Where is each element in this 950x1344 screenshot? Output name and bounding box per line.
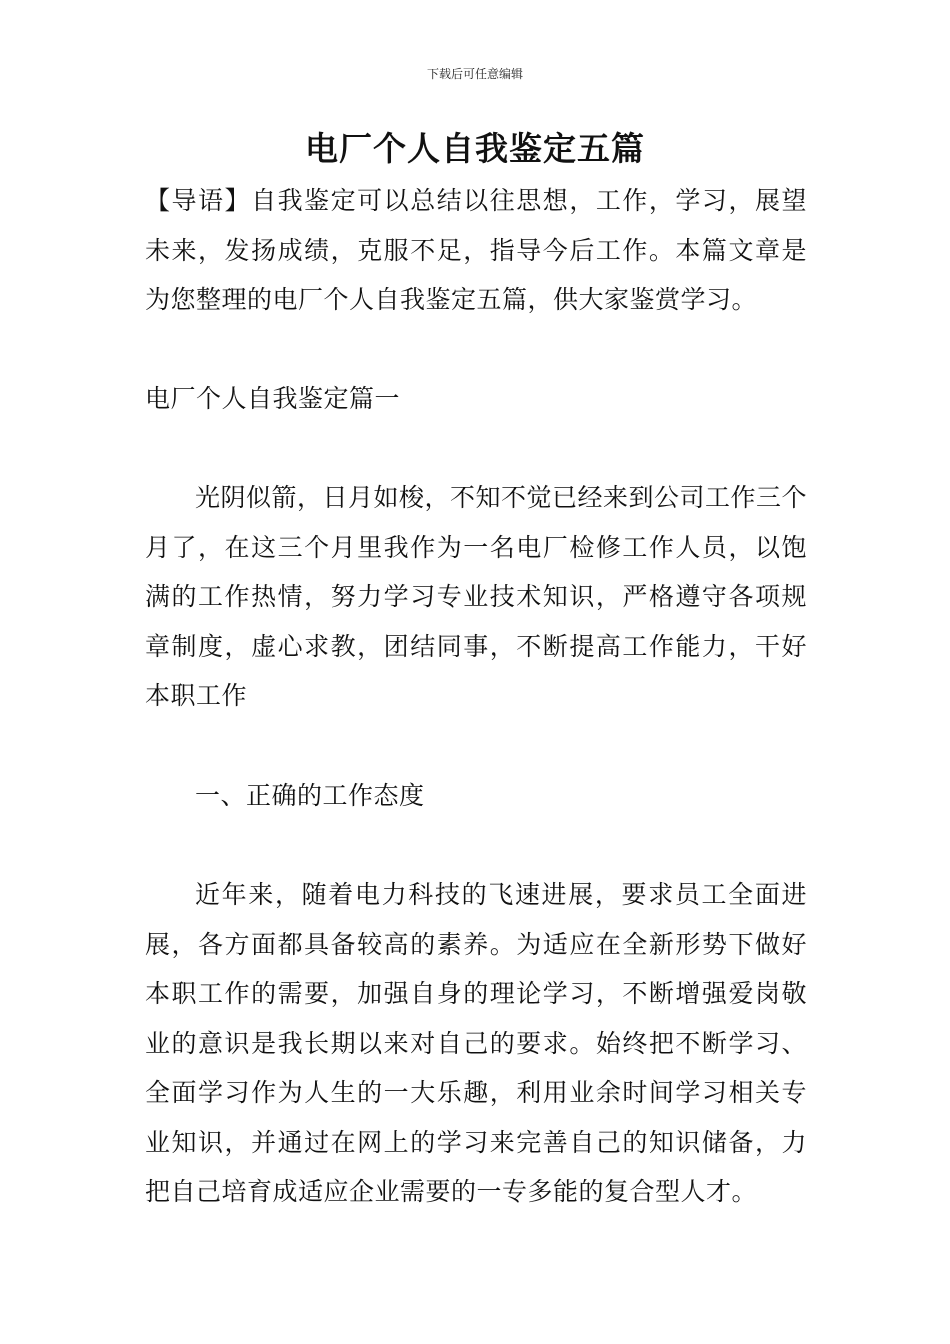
sub-heading: 一、正确的工作态度 (195, 781, 425, 810)
section-heading: 电厂个人自我鉴定篇一 (145, 384, 401, 413)
document-title: 电厂个人自我鉴定五篇 (305, 129, 645, 168)
body-paragraph-2: 近年来，随着电力科技的飞速进展，要求员工全面进展，各方面都具备较高的素养。为适应在全新形势下做好本职工作的需要，加强自身的理论学习，不断增强爱岗敬业的意识是我长期以来对自己的要求。始终把不断学习、全面学习作为人生的一大乐趣，利用业余时间学习相关专业知识，并通过在网上的学习来完善自己的知识储备，力把自己培育成适应企业需要的一专多能的复合型人才。 (145, 880, 807, 1206)
body-paragraph-1: 光阴似箭，日月如梭，不知不觉已经来到公司工作三个月了，在这三个月里我作为一名电厂检修工作人员，以饱满的工作热情，努力学习专业技术知识，严格遵守各项规章制度，虚心求教，团结同事，不断提高工作能力，干好本职工作 (145, 483, 808, 710)
intro-paragraph: 【导语】自我鉴定可以总结以往思想，工作，学习，展望未来，发扬成绩，克服不足，指导今后工作。本篇文章是为您整理的电厂个人自我鉴定五篇，供大家鉴赏学习。 (145, 186, 807, 314)
page-header-note: 下载后可任意编辑 (426, 67, 523, 81)
